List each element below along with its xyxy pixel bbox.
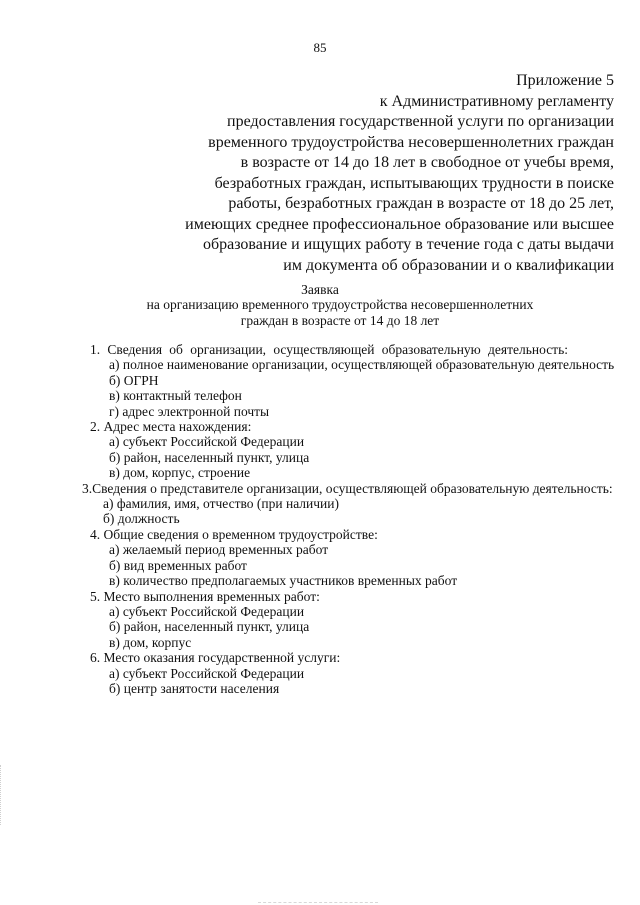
page-number: 85 xyxy=(313,40,327,55)
section-item: в) дом, корпус xyxy=(109,634,192,650)
form-subtitle-line: на организацию временного трудоустройства несовершеннолетних xyxy=(146,297,534,312)
appendix-line: безработных граждан, испытывающих трудности в поиске xyxy=(214,174,614,192)
form-sections xyxy=(82,342,615,696)
form-title: Заявка xyxy=(301,282,339,297)
section-item: а) субъект Российской Федерации xyxy=(109,434,305,450)
appendix-line: работы, безработных граждан в возрасте от 18 до 25 лет, xyxy=(228,195,614,212)
form-subtitle-line: граждан в возрасте от 14 до 18 лет xyxy=(240,313,440,328)
section-heading: 2. Адрес места нахождения: xyxy=(90,419,252,435)
section-heading: 6. Место оказания государственной услуги: xyxy=(90,650,341,666)
section-heading: 4. Общие сведения о временном трудоустройстве: xyxy=(90,526,378,542)
section-item: б) район, населенный пункт, улица xyxy=(109,449,310,465)
appendix-line: им документа об образовании и о квалификации xyxy=(283,256,614,274)
section-item: а) полное наименование организации, осуществляющей образовательную деятельность xyxy=(109,357,615,373)
section-item: б) район, населенный пункт, улица xyxy=(109,619,310,635)
appendix-line: к Административному регламенту xyxy=(379,92,614,110)
section-representative xyxy=(82,480,613,527)
section-heading: 5. Место выполнения временных работ: xyxy=(90,588,320,604)
section-work-location xyxy=(90,589,610,651)
appendix-line: имеющих среднее профессиональное образование или высшее xyxy=(185,215,614,233)
appendix-line: образование и ищущих работу в течение года с даты выдачи xyxy=(202,236,614,253)
section-item: б) ОГРН xyxy=(109,372,159,388)
scan-binding-mark xyxy=(0,765,3,825)
section-heading: 3.Сведения о представителе организации, осуществляющей образовательную деятельность: xyxy=(82,480,613,496)
appendix-line: в возрасте от 14 до 18 лет в свободное от учебы время, xyxy=(240,154,614,171)
section-item: в) количество предполагаемых участников временных работ xyxy=(109,573,458,589)
section-heading: 1. Сведения об организации, осуществляющей образовательную деятельность: xyxy=(90,342,568,357)
appendix-line: временного трудоустройства несовершеннолетних граждан xyxy=(208,133,614,151)
section-item: а) субъект Российской Федерации xyxy=(109,603,305,619)
scan-bottom-rule xyxy=(258,902,378,904)
appendix-line: Приложение 5 xyxy=(516,72,614,89)
section-item: в) контактный телефон xyxy=(109,388,242,404)
section-item: а) субъект Российской Федерации xyxy=(109,665,305,681)
appendix-line: предоставления государственной услуги по организации xyxy=(227,113,614,130)
section-organization xyxy=(90,342,615,419)
section-employment xyxy=(90,527,610,589)
section-item: б) центр занятости населения xyxy=(109,680,280,696)
section-item: г) адрес электронной почты xyxy=(109,403,270,419)
form-subtitle xyxy=(60,297,620,329)
section-item: а) желаемый период временных работ xyxy=(109,542,329,558)
section-item: а) фамилия, имя, отчество (при наличии) xyxy=(103,496,340,512)
appendix-header xyxy=(174,71,614,276)
section-address xyxy=(90,419,610,481)
section-service-location xyxy=(90,650,610,696)
section-item: б) должность xyxy=(103,511,180,527)
section-item: б) вид временных работ xyxy=(109,557,247,573)
section-item: в) дом, корпус, строение xyxy=(109,465,251,481)
